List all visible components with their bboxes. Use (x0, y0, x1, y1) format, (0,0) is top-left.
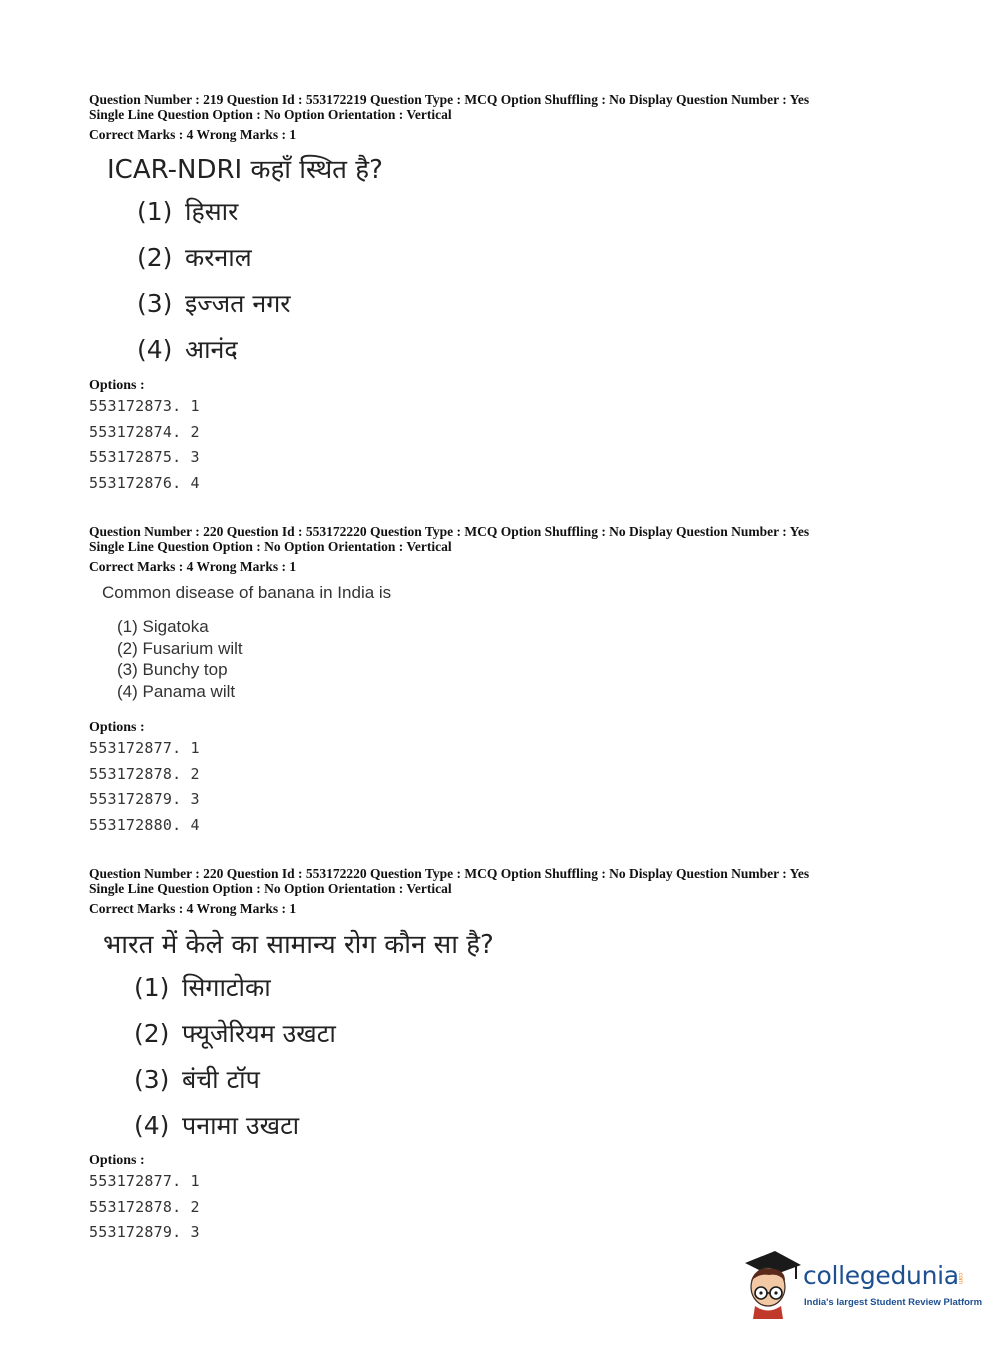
question-text: भारत में केले का सामान्य रोग कौन सा है? (103, 930, 494, 960)
option-id: 553172879. 3 (89, 790, 200, 808)
option-item (134, 1057, 336, 1103)
meta-line-1: Question Number : 220 Question Id : 553172220 Question Type : MCQ Option Shuffling : No Display Question Number : Yes (89, 866, 810, 881)
option-number: (2) (134, 1019, 170, 1048)
option-item (137, 235, 291, 281)
meta-line-2: Single Line Question Option : No Option Orientation : Vertical (89, 107, 452, 122)
option-id: 553172878. 2 (89, 1197, 200, 1216)
option-id-list (89, 736, 200, 838)
option-number: (4) (137, 335, 173, 364)
logo-wordmark: collegedunia (803, 1261, 959, 1290)
question-block-220-hi (89, 866, 969, 1241)
option-text: आनंद (185, 335, 238, 364)
option-item: (4) Panama wilt (117, 681, 236, 701)
marks-line: Correct Marks : 4 Wrong Marks : 1 (89, 901, 297, 916)
option-id-list (89, 1169, 200, 1246)
option-text: करनाल (185, 243, 252, 272)
question-meta (89, 524, 969, 574)
option-item: (3) Bunchy top (117, 660, 228, 679)
option-id: 553172877. 1 (89, 1172, 200, 1190)
question-block-220-en (89, 524, 969, 834)
options-label: Options : (89, 378, 145, 393)
option-id: 553172879. 3 (89, 1223, 200, 1241)
meta-line-1: Question Number : 219 Question Id : 553172219 Question Type : MCQ Option Shuffling : No Display Question Number : Yes (89, 92, 810, 107)
question-meta (89, 92, 969, 142)
option-text: हिसार (185, 197, 239, 226)
logo-dotcom: .com (957, 1271, 963, 1285)
marks-line: Correct Marks : 4 Wrong Marks : 1 (89, 127, 297, 142)
option-id: 553172874. 2 (89, 422, 200, 441)
marks-line: Correct Marks : 4 Wrong Marks : 1 (89, 559, 297, 574)
question-text: Common disease of banana in India is (102, 583, 392, 602)
option-text: इज्जत नगर (185, 289, 291, 318)
option-id: 553172873. 1 (89, 397, 200, 415)
option-list (134, 965, 336, 1149)
option-text: सिगाटोका (182, 973, 271, 1002)
option-id: 553172877. 1 (89, 739, 200, 757)
option-number: (3) (134, 1065, 170, 1094)
option-number: (2) (137, 243, 173, 272)
option-item (134, 1011, 336, 1057)
option-text: बंची टॉप (182, 1065, 260, 1094)
option-list (117, 616, 243, 702)
option-item (137, 189, 291, 235)
option-item: (2) Fusarium wilt (117, 638, 243, 658)
option-number: (3) (137, 289, 173, 318)
question-text: ICAR-NDRI कहाँ स्थित है? (107, 155, 383, 185)
option-item (134, 965, 336, 1011)
option-list (137, 189, 291, 373)
option-number: (4) (134, 1111, 170, 1140)
option-item (134, 1103, 336, 1149)
question-block-219 (89, 92, 969, 492)
meta-line-1: Question Number : 220 Question Id : 553172220 Question Type : MCQ Option Shuffling : No Display Question Number : Yes (89, 524, 810, 539)
option-number: (1) (134, 973, 170, 1002)
logo-tagline: India's largest Student Review Platform (804, 1297, 983, 1308)
options-label: Options : (89, 1153, 145, 1168)
meta-line-2: Single Line Question Option : No Option Orientation : Vertical (89, 881, 452, 896)
option-item: (1) Sigatoka (117, 617, 209, 636)
student-mascot-icon (741, 1249, 803, 1319)
collegedunia-logo (741, 1249, 983, 1319)
option-id: 553172880. 4 (89, 815, 200, 834)
option-id: 553172878. 2 (89, 764, 200, 783)
option-text: फ्यूजेरियम उखटा (182, 1019, 336, 1048)
meta-line-2: Single Line Question Option : No Option Orientation : Vertical (89, 539, 452, 554)
question-meta (89, 866, 969, 916)
option-number: (1) (137, 197, 173, 226)
option-id: 553172876. 4 (89, 473, 200, 492)
option-id-list (89, 394, 200, 496)
option-id: 553172875. 3 (89, 448, 200, 466)
option-item (137, 327, 291, 373)
option-item (137, 281, 291, 327)
options-label: Options : (89, 720, 145, 735)
option-text: पनामा उखटा (182, 1111, 300, 1140)
